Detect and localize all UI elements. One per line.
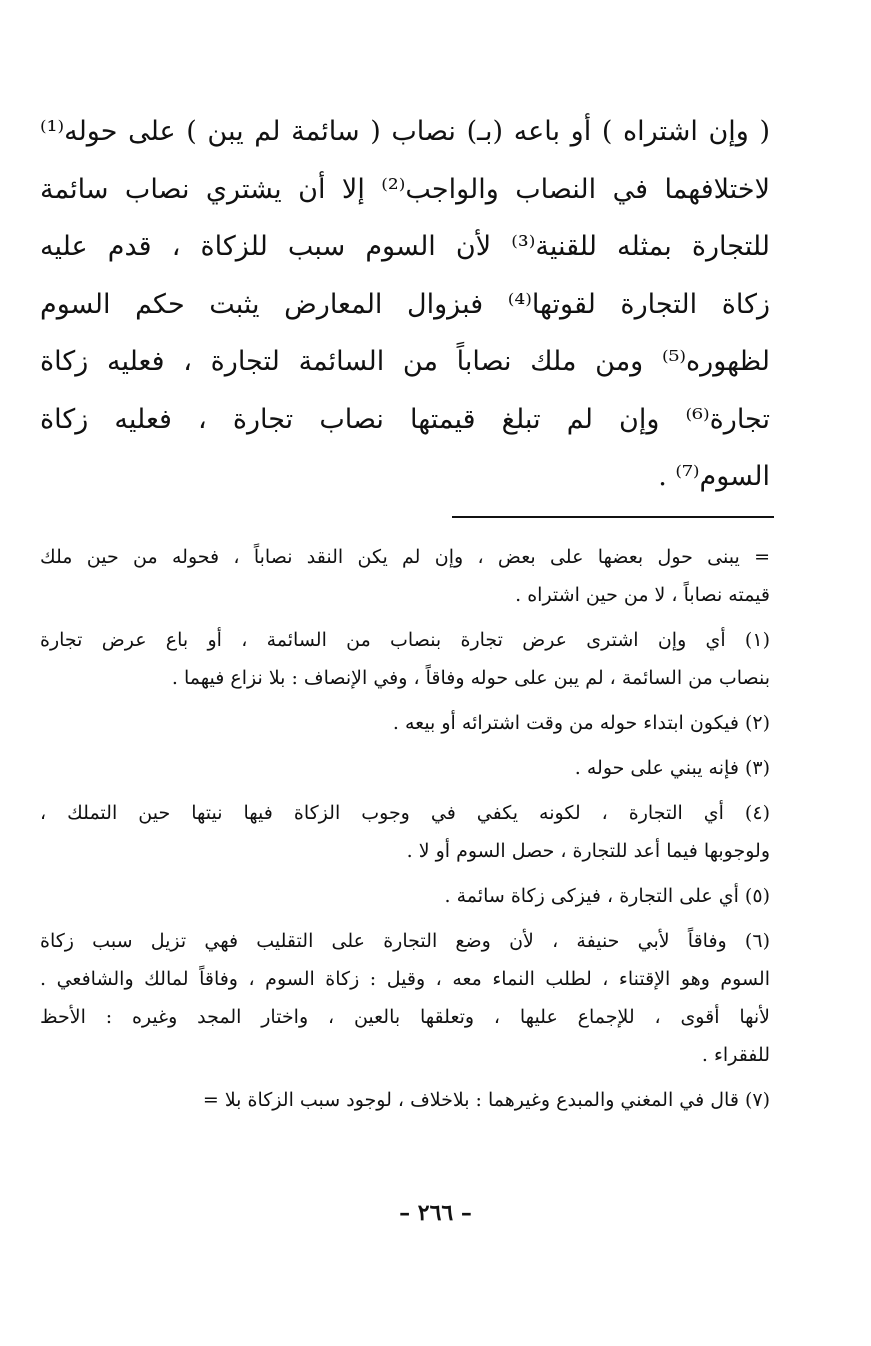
footnote-continuation [40,538,770,614]
footnote-7 [40,1081,770,1119]
footnote-line: (٤) أي التجارة ، لكونه يكفي في وجوب الزكاة فيها نيتها حين التملك ، [40,802,770,824]
footnote-line: (٧) قال في المغني والمبدع وغيرهما : بلاخلاف ، لوجود سبب الزكاة بلا = [202,1089,770,1111]
footnote-1 [40,621,770,697]
footnote-line: بنصاب من السائمة ، لم يبن على حوله وفاقاً ، وفي الإنصاف : بلا نزاع فيهما . [171,667,770,689]
footnote-line: للفقراء . [701,1044,770,1066]
footnote-2 [40,704,770,742]
footnote-line: السوم وهو الإقتناء ، لطلب النماء معه ، وقيل : زكاة السوم ، وفاقاً لمالك والشافعي . [40,968,770,990]
footnote-line: لأنها أقوى ، للإجماع عليها ، وتعلقها بالعين ، واختار المجد وغيره : الأحظ [40,1006,770,1028]
main-text-line: لظهوره⁽⁵⁾ ومن ملك نصاباً من السائمة لتجارة ، فعليه زكاة [40,346,770,377]
footnote-line: ولوجوبها فيما أعد للتجارة ، حصل السوم أو لا . [406,840,770,862]
footnote-divider [452,516,774,518]
footnotes-section [40,538,770,1126]
main-text-line: ( وإن اشتراه ) أو باعه (بـ) نصاب ( سائمة لم يبن ) على حوله⁽¹⁾ [40,116,770,147]
main-text-line: تجارة⁽⁶⁾ وإن لم تبلغ قيمتها نصاب تجارة ، فعليه زكاة [40,403,770,435]
footnote-4 [40,794,770,870]
main-text-line: لاختلافهما في النصاب والواجب⁽²⁾ إلا أن يشتري نصاب سائمة [40,173,771,205]
footnote-line: قيمته نصاباً ، لا من حين اشتراه . [515,584,770,606]
footnote-3 [40,749,770,787]
footnote-line: (٢) فيكون ابتداء حوله من وقت اشترائه أو بيعه . [392,712,770,734]
footnote-line: (٦) وفاقاً لأبي حنيفة ، لأن وضع التجارة على التقليب فهي تزيل سبب زكاة [40,930,770,952]
footnote-line: (٥) أي على التجارة ، فيزكى زكاة سائمة . [444,885,770,907]
footnote-5 [40,877,770,915]
footnote-line: (٣) فإنه يبني على حوله . [574,757,770,779]
main-text-body [40,103,770,506]
footnote-line: (١) أي وإن اشترى عرض تجارة بنصاب من السائمة ، أو باع عرض تجارة [40,629,770,651]
main-text-line: للتجارة بمثله للقنية⁽³⁾ لأن السوم سبب للزكاة ، قدم عليه [40,231,771,262]
footnote-6 [40,922,770,1074]
page-number: – ٢٦٦ – [399,1200,472,1226]
main-text-line: السوم⁽⁷⁾ . [658,461,770,492]
main-text-line: زكاة التجارة لقوتها⁽⁴⁾ فبزوال المعارض يثبت حكم السوم [40,288,771,320]
footnote-line: = يبنى حول بعضها على بعض ، وإن لم يكن النقد نصاباً ، فحوله من حين ملك [40,546,770,568]
